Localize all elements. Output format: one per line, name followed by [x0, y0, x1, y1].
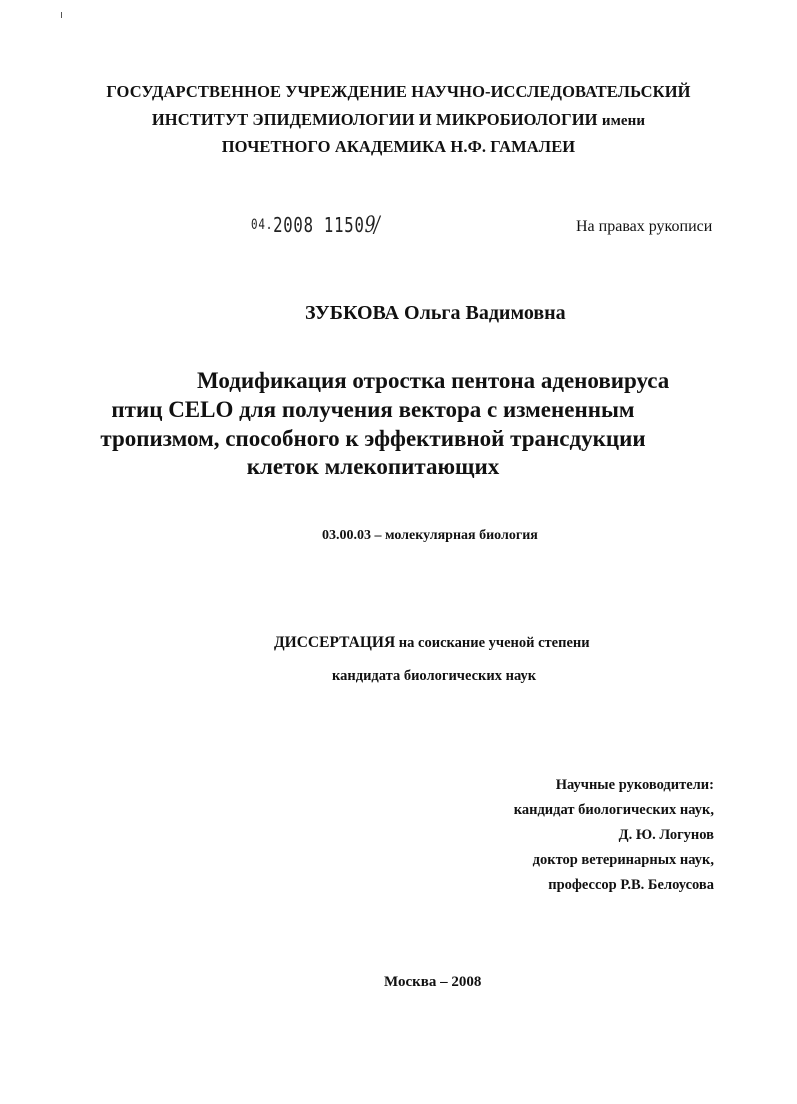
- library-stamp: [251, 213, 378, 238]
- supervisors-heading: Научные руководители:: [555, 777, 714, 793]
- institution-line-3: ПОЧЕТНОГО АКАДЕМИКА Н.Ф. ГАМАЛЕИ: [221, 137, 576, 156]
- title-line-3: тропизмом, способного к эффективной трансдукции: [100, 426, 646, 451]
- institution-line-2: [0, 110, 797, 130]
- specialty: 03.00.03 – молекулярная биология: [322, 528, 538, 543]
- rights-note: На правах рукописи: [576, 218, 713, 235]
- dissertation-keyword: ДИССЕРТАЦИЯ: [274, 634, 396, 651]
- institution-line-2-tail: имени: [601, 113, 646, 129]
- scan-mark: [61, 12, 62, 18]
- stamp-prefix: 04.: [251, 217, 274, 233]
- supervisor-2-name: профессор Р.В. Белоусова: [548, 877, 714, 893]
- author-name: ЗУБКОВА Ольга Вадимовна: [305, 302, 566, 324]
- dissertation-line-2: кандидата биологических наук: [332, 668, 537, 684]
- institution-line-1: ГОСУДАРСТВЕННОЕ УЧРЕЖДЕНИЕ НАУЧНО-ИССЛЕДОВАТЕЛЬСКИЙ: [106, 82, 691, 101]
- supervisor-1-name: Д. Ю. Логунов: [618, 827, 714, 843]
- title-line-1: Модификация отростка пентона аденовируса: [197, 368, 670, 393]
- stamp-scribble: 9/: [364, 213, 379, 238]
- dissertation-line-1: [274, 634, 590, 652]
- supervisor-2-degree: доктор ветеринарных наук,: [532, 852, 714, 868]
- supervisor-1-degree: кандидат биологических наук,: [513, 802, 714, 818]
- dissertation-line-1-rest: на соискание ученой степени: [395, 635, 590, 651]
- place-year: Москва – 2008: [384, 974, 482, 990]
- stamp-number: 2008 1150: [273, 213, 365, 237]
- title-line-4: клеток млекопитающих: [246, 454, 500, 479]
- title-line-2: птиц CELO для получения вектора с измененным: [111, 397, 635, 422]
- institution-line-2-main: ИНСТИТУТ ЭПИДЕМИОЛОГИИ И МИКРОБИОЛОГИИ: [151, 110, 598, 129]
